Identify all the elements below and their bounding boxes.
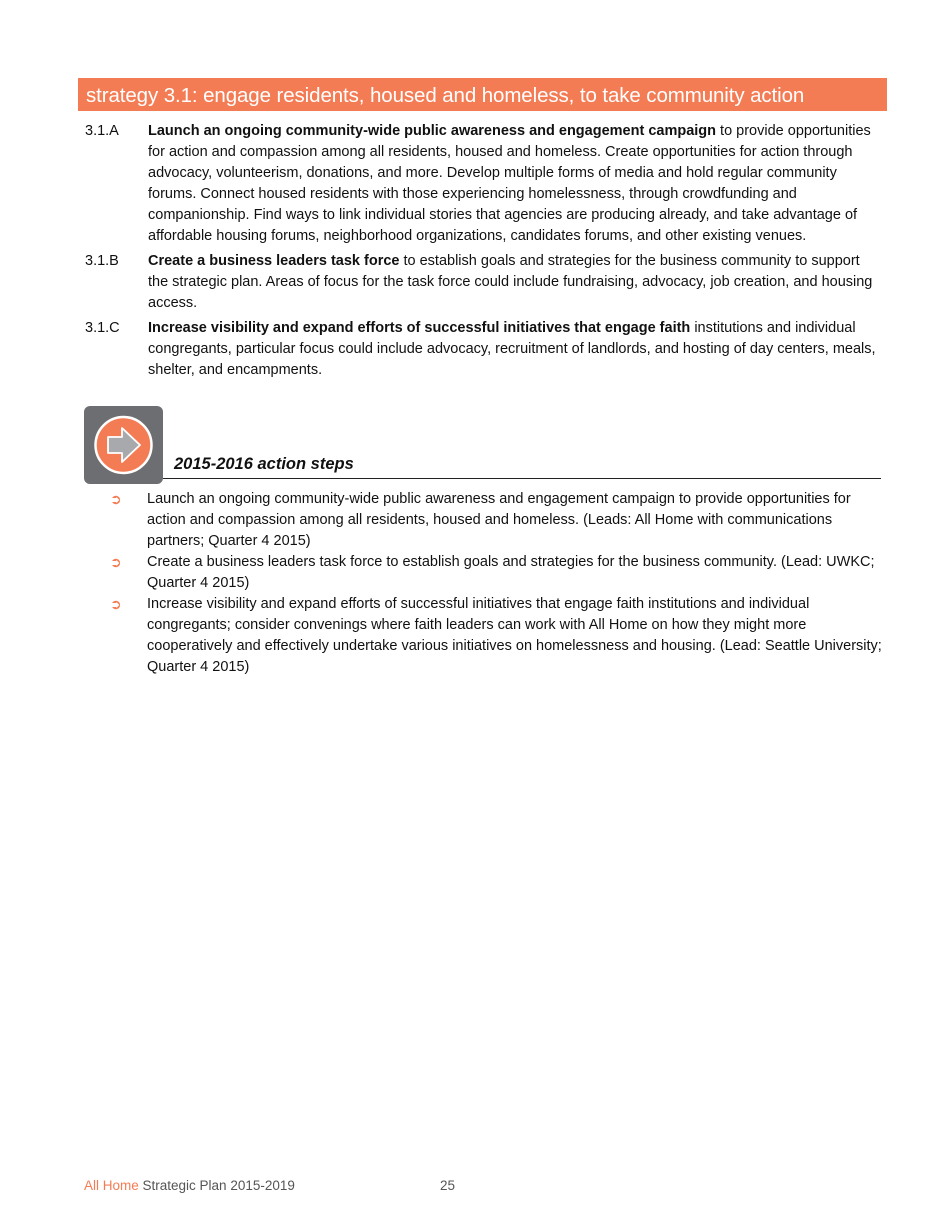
action-steps-title: 2015-2016 action steps (174, 455, 354, 473)
action-step-text: Increase visibility and expand efforts of successful initiatives that engage faith institutions and individual congregants; consider convenings where faith leaders can work with All Home on how they might more cooperatively and effectively undertake various initiatives on homelessness and housing. (Lead: Seattle University; Quarter 4 2015) (147, 596, 882, 675)
strategy-detail: to provide opportunities for action and compassion among all residents, housed and homeless. Create opportunities for action through advocacy, volunteerism, donations, and more. Develop multiple forms of media and hold regular community forums. Connect housed residents with those experiencing homelessness, through crowdfunding and companionship. Find ways to link individual stories that agencies are producing already, and take advantage of affordable housing forums, neighborhood organizations, candidates forums, and other existing venues. (148, 123, 871, 244)
action-step-text: Create a business leaders task force to establish goals and strategies for the business community. (Lead: UWKC; Quarter 4 2015) (147, 554, 875, 591)
action-steps-divider (163, 478, 881, 479)
arrow-bullet-icon: ➲ (110, 596, 122, 612)
action-steps-list (108, 489, 883, 678)
arrow-bullet-icon: ➲ (110, 491, 122, 507)
strategy-number: 3.1.B (85, 253, 119, 269)
strategy-number: 3.1.A (85, 123, 119, 139)
strategy-text (148, 318, 880, 381)
action-step-text: Launch an ongoing community-wide public awareness and engagement campaign to provide opportunities for action and compassion among all residents, housed and homeless. (Leads: All Home with communications partners; Quarter 4 2015) (147, 491, 851, 549)
strategy-lead: Create a business leaders task force (148, 253, 400, 269)
strategy-lead: Increase visibility and expand efforts of successful initiatives that engage faith (148, 320, 691, 336)
page-number: 25 (440, 1178, 456, 1193)
strategy-lead: Launch an ongoing community-wide public awareness and engagement campaign (148, 123, 717, 139)
action-step (108, 552, 883, 594)
action-step (108, 489, 883, 552)
strategy-detail: to establish goals and strategies for the business community to support the strategic plan. Areas of focus for the task force could include fundraising, advocacy, job creation, and housing access. (148, 253, 873, 311)
footer-brand: All Home (84, 1178, 139, 1193)
strategy-number: 3.1.C (85, 320, 120, 336)
action-step (108, 594, 883, 678)
strategy-text (148, 121, 880, 247)
page-footer (84, 1178, 456, 1193)
strategy-detail: institutions and individual congregants, particular focus could include advocacy, recruitment of landlords, and hosting of day centers, meals, shelter, and encampments. (148, 320, 876, 378)
arrow-bullet-icon: ➲ (110, 554, 122, 570)
strategy-list (85, 121, 880, 385)
action-steps-icon-box (84, 406, 163, 484)
footer-title: Strategic Plan 2015-2019 (138, 1178, 295, 1193)
strategy-banner: strategy 3.1: engage residents, housed and homeless, to take community action (78, 78, 887, 111)
arrow-right-icon (84, 406, 163, 484)
strategy-text (148, 251, 880, 314)
strategy-item (85, 318, 880, 381)
strategy-item (85, 251, 880, 314)
strategy-item (85, 121, 880, 247)
